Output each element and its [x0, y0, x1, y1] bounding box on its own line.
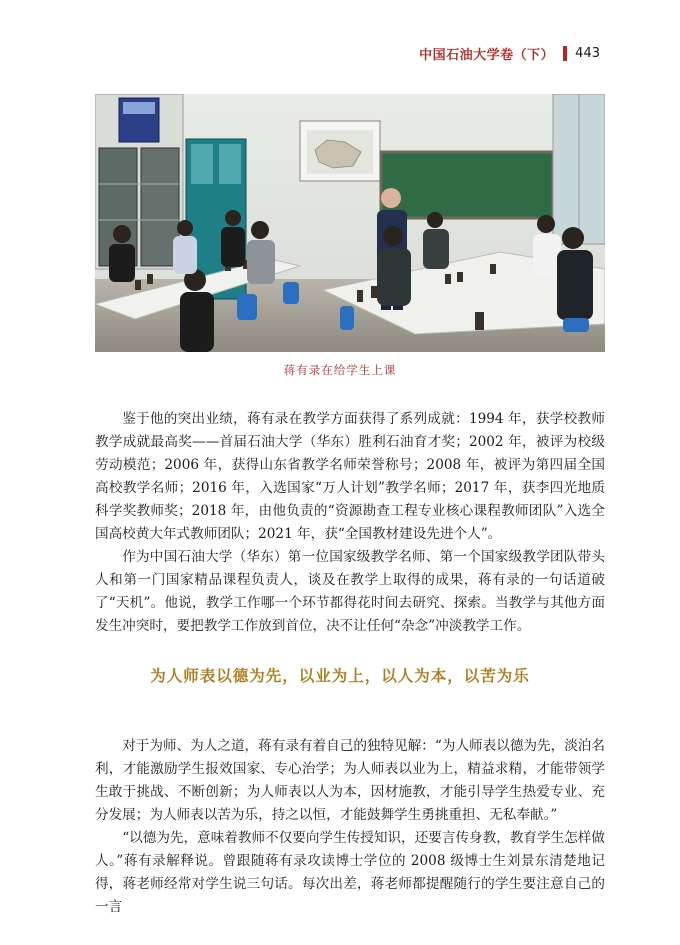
body-text-bottom	[95, 735, 605, 919]
paragraph-achievements: 鉴于他的突出业绩，蒋有录在教学方面获得了系列成就：1994 年，获学校教师教学成就最高奖——首届石油大学（华东）胜利石油育才奖；2002 年，被评为校级劳动模范；2006 年，获得山东省教学名师荣誉称号；2008 年，被评为第四届全国高校教学名师；2016 年，入选国家“万人计划”教学名师；2017 年，获李四光地质科学奖教师奖；2018 年，由他负责的“资源勘查工程专业核心课程教师团队”入选全国高校黄大年式教师团队；2021 年，获“全国教材建设先进个人”。	[95, 411, 605, 542]
page-number: 443	[575, 46, 600, 61]
classroom-illustration	[95, 94, 605, 352]
classroom-photo	[95, 94, 605, 352]
header-divider-bar	[563, 46, 567, 61]
paragraph-teaching-priority: 作为中国石油大学（华东）第一位国家级教学名师、第一个国家级教学团队带头人和第一门国家精品课程负责人，谈及在教学上取得的成果，蒋有录的一句话道破了“天机”。他说，教学工作哪一个环节都得花时间去研究、探索。当教学与其他方面发生冲突时，要把教学工作放到首位，决不让任何“杂念”冲淡教学工作。	[95, 549, 605, 634]
photo-caption: 蒋有录在给学生上课	[283, 363, 397, 377]
body-text-top	[95, 408, 605, 638]
paragraph-moral-first: “以德为先，意味着教师不仅要向学生传授知识，还要言传身教，教育学生怎样做人。”蒋有录解释说。曾跟随蒋有录攻读博士学位的 2008 级博士生刘景东清楚地记得，蒋老师经常对学生说三句话。每次出差，蒋老师都提醒随行的学生要注意自己的一言	[95, 830, 605, 915]
section-heading: 为人师表以德为先，以业为上，以人为本，以苦为乐	[150, 666, 530, 685]
running-header	[419, 44, 600, 63]
paragraph-philosophy: 对于为师、为人之道，蒋有录有着自己的独特见解：“为人师表以德为先，淡泊名利，才能激励学生报效国家、专心治学；为人师表以业为上，精益求精，才能带领学生敢于挑战、不断创新；为人师表以人为本，因材施教，才能引导学生热爱专业、充分发展；为人师表以苦为乐，持之以恒，才能鼓舞学生勇挑重担、无私奉献。”	[95, 738, 605, 823]
book-title: 中国石油大学卷（下）	[419, 48, 555, 63]
